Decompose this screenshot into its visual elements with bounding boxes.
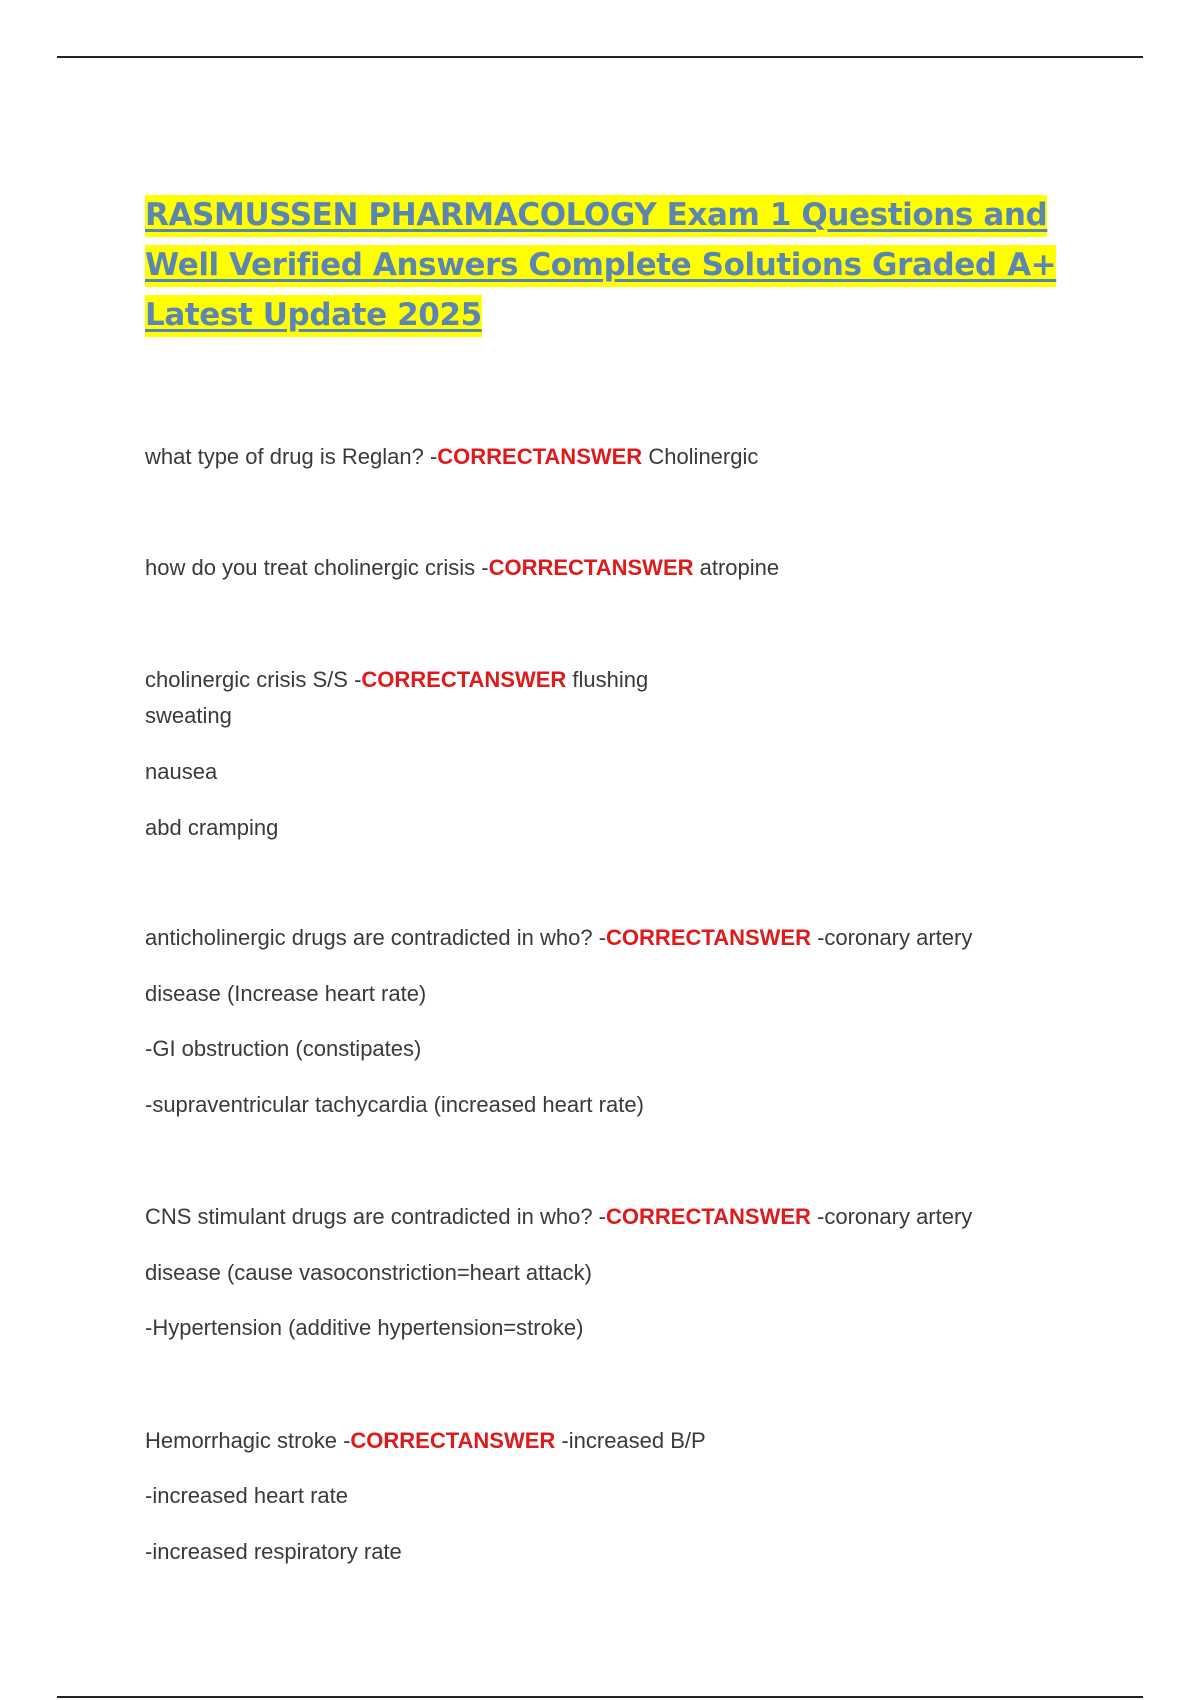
answer-line: abd cramping xyxy=(145,815,279,840)
footer-rule xyxy=(57,1696,1143,1698)
answer-text: -coronary artery xyxy=(810,925,973,950)
correct-answer-tag: CORRECTANSWER xyxy=(488,555,694,580)
answer-text: atropine xyxy=(693,555,780,580)
correct-answer-tag: CORRECTANSWER xyxy=(606,1204,811,1229)
question-text: CNS stimulant drugs are contradicted in who? - xyxy=(145,1204,606,1229)
qa-line xyxy=(145,667,648,693)
document-title: RASMUSSEN PHARMACOLOGY Exam 1 Questions and Well Verified Answers Complete Solutions Graded A+ Latest Update 2025 xyxy=(145,190,1095,340)
correct-answer-tag: CORRECTANSWER xyxy=(361,667,567,692)
qa-line xyxy=(145,444,758,470)
answer-line: -Hypertension (additive hypertension=stroke) xyxy=(145,1315,584,1340)
correct-answer-tag: CORRECTANSWER xyxy=(350,1428,556,1453)
answer-line: disease (Increase heart rate) xyxy=(145,981,427,1006)
question-text: what type of drug is Reglan? - xyxy=(145,444,438,469)
question-text: anticholinergic drugs are contradicted in who? - xyxy=(145,925,607,950)
answer-text: -coronary artery xyxy=(810,1204,973,1229)
question-text: how do you treat cholinergic crisis - xyxy=(145,555,489,580)
answer-line: -GI obstruction (constipates) xyxy=(145,1036,422,1061)
answer-line: -increased respiratory rate xyxy=(145,1539,402,1564)
answer-line: sweating xyxy=(145,703,232,728)
qa-line xyxy=(145,925,972,951)
correct-answer-tag: CORRECTANSWER xyxy=(437,444,643,469)
answer-line: -supraventricular tachycardia (increased heart rate) xyxy=(145,1092,644,1117)
qa-line xyxy=(145,1204,972,1230)
qa-line xyxy=(145,555,779,581)
question-text: cholinergic crisis S/S - xyxy=(145,667,362,692)
question-text: Hemorrhagic stroke - xyxy=(145,1428,351,1453)
answer-text: -increased B/P xyxy=(555,1428,706,1453)
answer-line: disease (cause vasoconstriction=heart attack) xyxy=(145,1260,592,1285)
answer-line: nausea xyxy=(145,759,218,784)
answer-text: Cholinergic xyxy=(642,444,759,469)
correct-answer-tag: CORRECTANSWER xyxy=(606,925,811,950)
answer-text: flushing xyxy=(566,667,649,692)
answer-line: -increased heart rate xyxy=(145,1483,348,1508)
qa-line xyxy=(145,1428,706,1454)
header-rule xyxy=(57,56,1143,58)
